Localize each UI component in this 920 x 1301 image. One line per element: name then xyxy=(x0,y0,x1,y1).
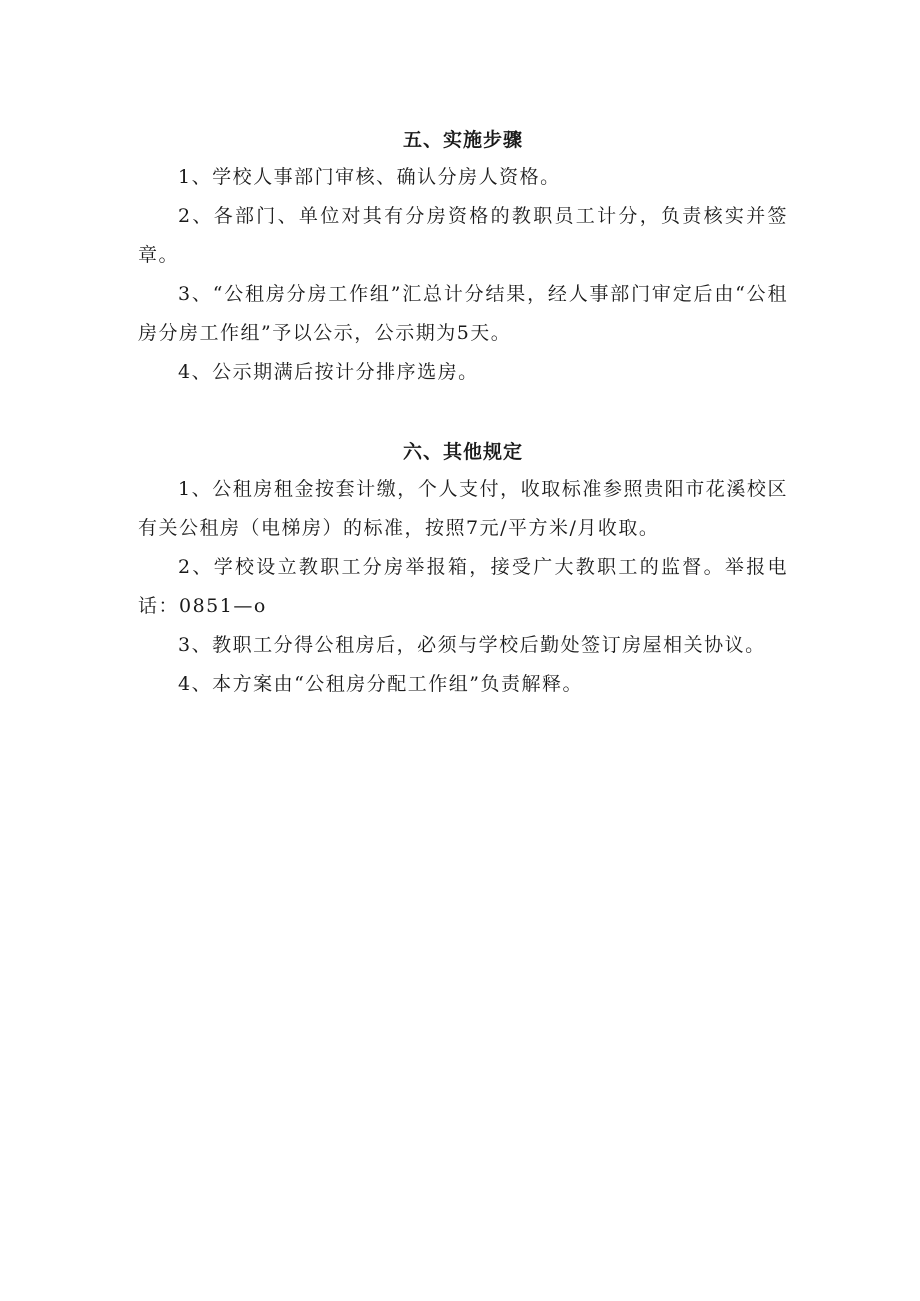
paragraph-item: 3、教职工分得公租房后，必须与学校后勤处签订房屋相关协议。 xyxy=(178,634,766,656)
paragraph-item: 1、学校人事部门审核、确认分房人资格。 xyxy=(178,166,561,188)
section-heading: 五、实施步骤 xyxy=(402,129,523,151)
paragraph-item: 2、各部门、单位对其有分房资格的教职员工计分，负责核实并签章。 xyxy=(138,205,788,266)
section-heading: 六、其他规定 xyxy=(402,441,523,463)
paragraph-item: 1、公租房租金按套计缴，个人支付，收取标准参照贵阳市花溪校区有关公租房（电梯房）的标准，按照7元/平方米/月收取。 xyxy=(138,478,788,539)
paragraph-item: 4、公示期满后按计分排序选房。 xyxy=(178,361,479,383)
paragraph-item: 3、“公租房分房工作组”汇总计分结果，经人事部门审定后由“公租房分房工作组”予以公示，公示期为5天。 xyxy=(138,283,788,344)
section-implementation-steps xyxy=(138,122,788,392)
section-other-rules xyxy=(138,434,788,704)
paragraph-item: 4、本方案由“公租房分配工作组”负责解释。 xyxy=(178,673,584,695)
paragraph-item: 2、学校设立教职工分房举报箱，接受广大教职工的监督。举报电话：0851—o xyxy=(138,556,788,617)
